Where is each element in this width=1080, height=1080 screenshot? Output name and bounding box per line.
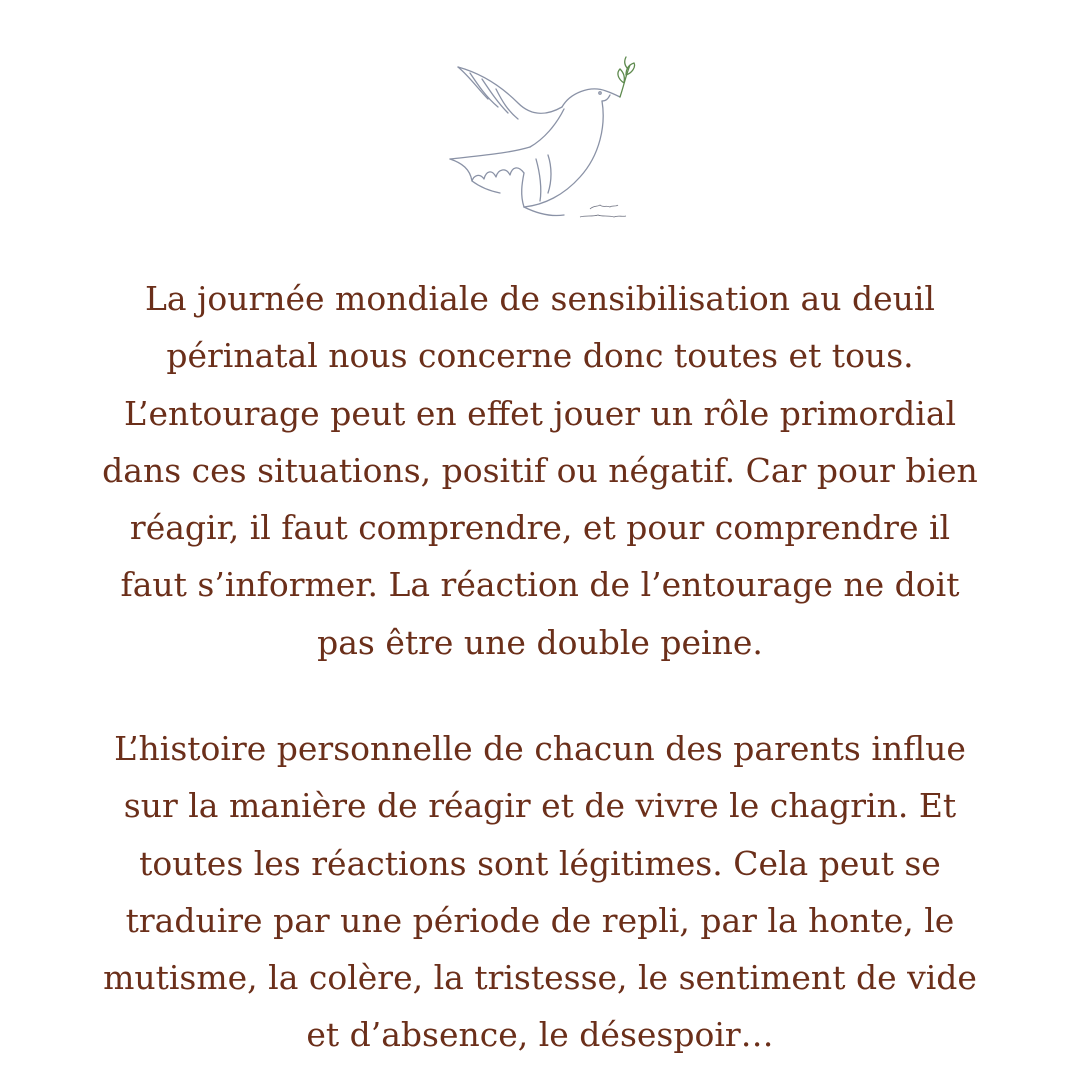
text-line: faut s’informer. La réaction de l’entourage ne doit	[120, 565, 960, 605]
text-line: L’entourage peut en effet jouer un rôle primordial	[123, 393, 957, 433]
text-line: et d’absence, le désespoir…	[306, 1015, 774, 1055]
text-line: toutes les réactions sont légitimes. Cela peut se	[139, 843, 941, 883]
dove-illustration	[440, 55, 640, 235]
text-line: dans ces situations, positif ou négatif. Car pour bien	[102, 450, 978, 490]
text-line: La journée mondiale de sensibilisation au deuil	[145, 279, 935, 318]
text-line: pas être une double peine.	[317, 622, 763, 662]
text-line: traduire par une période de repli, par la honte, le	[125, 900, 955, 940]
paragraph-2	[60, 720, 1020, 1064]
text-line: réagir, il faut comprendre, et pour comprendre il	[129, 508, 951, 548]
dove-icon	[440, 55, 640, 235]
signature-mark	[580, 205, 626, 217]
text-line: mutisme, la colère, la tristesse, le sentiment de vide	[103, 958, 977, 998]
paragraph-1	[60, 270, 1020, 671]
text-line: sur la manière de réagir et de vivre le chagrin. Et	[123, 786, 957, 826]
text-line: périnatal nous concerne donc toutes et tous.	[166, 336, 914, 376]
text-line: L’histoire personnelle de chacun des parents influe	[114, 729, 966, 768]
